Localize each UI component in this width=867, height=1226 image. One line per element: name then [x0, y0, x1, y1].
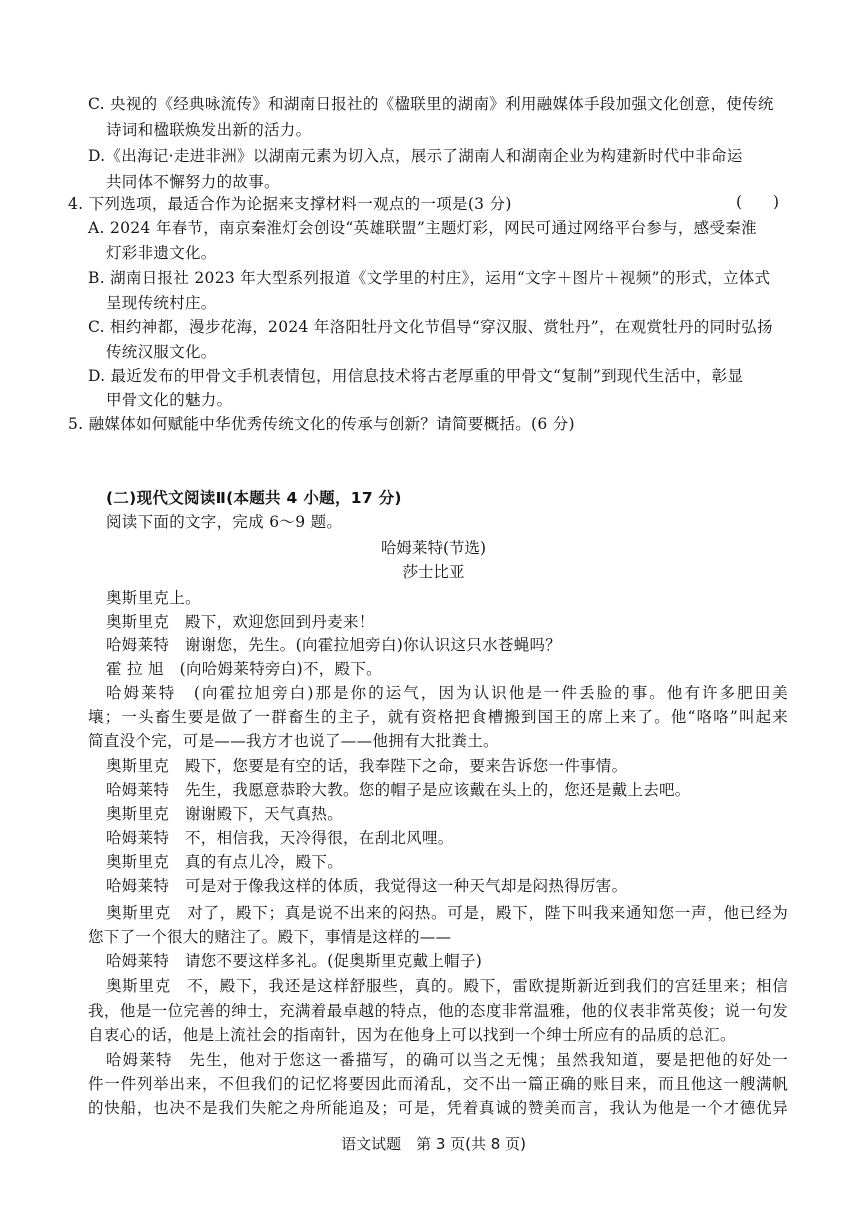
dialogue-line: 奥斯里克 谢谢殿下，天气真热。	[106, 805, 344, 823]
q3-option-c-line1: C. 央视的《经典咏流传》和湖南日报社的《楹联里的湖南》利用融媒体手段加强文化创意，使传统	[88, 95, 774, 113]
dialogue-line: 哈姆莱特 可是对于像我这样的体质，我觉得这一种天气却是闷热得厉害。	[106, 877, 628, 895]
page-footer: 语文试题 第 3 页(共 8 页)	[341, 1135, 526, 1153]
dialogue-line: 奥斯里克 不，殿下，我还是这样舒服些，真的。殿下，雷欧提斯新近到我们的宫廷里来；相信	[106, 977, 788, 995]
dialogue-line: 奥斯里克 殿下，您要是有空的话，我奉陛下之命，要来告诉您一件事情。	[106, 757, 628, 775]
q4-option-d-line2: 甲骨文化的魅力。	[106, 391, 233, 409]
dialogue-line: 奥斯里克 殿下，欢迎您回到丹麦来！	[106, 613, 375, 631]
q4-option-c-line1: C. 相约神都，漫步花海，2024 年洛阳牡丹文化节倡导“穿汉服、赏牡丹”，在观赏牡丹的同时弘扬	[88, 318, 773, 336]
passage-author: 莎士比亚	[402, 563, 465, 581]
q5-stem: 5. 融媒体如何赋能中华优秀传统文化的传承与创新？请简要概括。(6 分)	[68, 415, 575, 433]
stage-direction: 奥斯里克上。	[106, 589, 201, 607]
q4-stem: 4. 下列选项，最适合作为论据来支撑材料一观点的一项是(3 分)	[68, 195, 512, 213]
dialogue-line-cont: 简直没个完，可是——我方才也说了——他拥有大批粪土。	[88, 732, 499, 750]
q4-option-c-line2: 传统汉服文化。	[106, 343, 217, 361]
q4-option-a-line2: 灯彩非遗文化。	[106, 244, 217, 262]
section-heading: (二)现代文阅读Ⅱ(本题共 4 小题，17 分)	[106, 489, 402, 507]
dialogue-line-cont: 自衷心的话，他是上流社会的指南针，因为在他身上可以找到一个绅士所应有的品质的总汇。	[88, 1026, 736, 1044]
dialogue-line-cont: 壤；一头畜生要是做了一群畜生的主子，就有资格把食槽搬到国王的席上来了。他“咯咯”叫起来	[88, 708, 788, 726]
dialogue-line: 奥斯里克 对了，殿下；真是说不出来的闷热。可是，殿下，陛下叫我来通知您一声，他已经为	[106, 904, 788, 922]
dialogue-line: 霍 拉 旭 (向哈姆莱特旁白)不，殿下。	[106, 660, 382, 678]
section-instruction: 阅读下面的文字，完成 6～9 题。	[106, 513, 343, 531]
q3-option-d-line1: D.《出海记·走进非洲》以湖南元素为切入点，展示了湖南人和湖南企业为构建新时代中非命运	[88, 147, 743, 165]
q3-option-d-line2: 共同体不懈努力的故事。	[106, 173, 280, 191]
dialogue-line-cont: 您下了一个很大的赌注了。殿下，事情是这样的——	[88, 928, 452, 946]
dialogue-line: 哈姆莱特 先生，我愿意恭聆大教。您的帽子是应该戴在头上的，您还是戴上去吧。	[106, 781, 691, 799]
q4-option-a-line1: A. 2024 年春节，南京秦淮灯会创设“英雄联盟”主题灯彩，网民可通过网络平台参与，感受秦淮	[88, 219, 757, 237]
q4-option-b-line1: B. 湖南日报社 2023 年大型系列报道《文学里的村庄》，运用“文字＋图片＋视频”的形式，立体式	[88, 269, 771, 287]
dialogue-line: 哈姆莱特 谢谢您，先生。(向霍拉旭旁白)你认识这只水苍蝇吗？	[106, 636, 562, 654]
dialogue-line-cont: 件一件列举出来，不但我们的记忆将要因此而淆乱，交不出一篇正确的账目来，而且他这一艘满帆	[88, 1075, 788, 1093]
passage-title: 哈姆莱特(节选)	[380, 539, 487, 557]
dialogue-line: 奥斯里克 真的有点儿冷，殿下。	[106, 853, 344, 871]
dialogue-line: 哈姆莱特 (向霍拉旭旁白)那是你的运气，因为认识他是一件丢脸的事。他有许多肥田美	[106, 684, 788, 702]
dialogue-line: 哈姆莱特 先生，他对于您这一番描写，的确可以当之无愧；虽然我知道，要是把他的好处一	[106, 1051, 788, 1069]
dialogue-line: 哈姆莱特 请您不要这样多礼。(促奥斯里克戴上帽子)	[106, 952, 483, 970]
dialogue-line-cont: 我，他是一位完善的绅士，充满着最卓越的特点，他的态度非常温雅，他的仪表非常英俊；说一句发	[88, 1002, 788, 1020]
q4-option-d-line1: D. 最近发布的甲骨文手机表情包，用信息技术将古老厚重的甲骨文“复制”到现代生活中，彰显	[88, 367, 744, 385]
dialogue-line: 哈姆莱特 不，相信我，天冷得很，在刮北风哩。	[106, 829, 454, 847]
q4-option-b-line2: 呈现传统村庄。	[106, 294, 217, 312]
q3-option-c-line2: 诗词和楹联焕发出新的活力。	[106, 121, 312, 139]
q4-answer-paren: ( )	[736, 193, 780, 211]
dialogue-line-cont: 的快船，也决不是我们失舵之舟所能追及；可是，凭着真诚的赞美而言，我认为他是一个才德优异	[88, 1099, 788, 1117]
